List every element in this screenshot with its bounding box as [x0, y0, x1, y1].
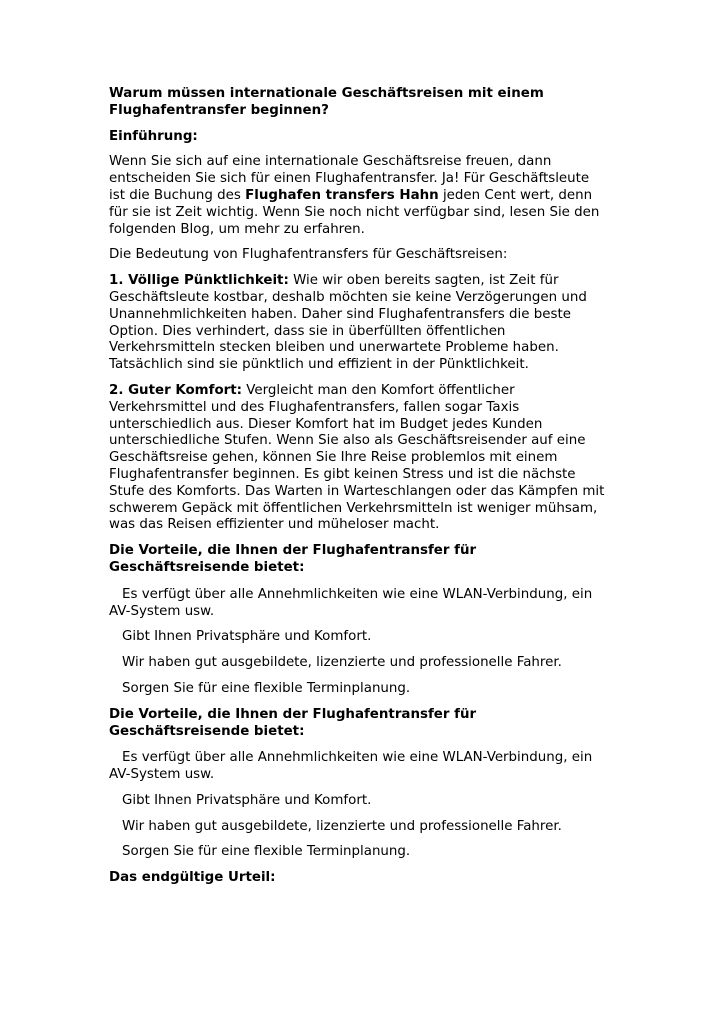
- point-2-text: Vergleicht man den Komfort öffentlicher Verkehrsmittel und des Flughafentransfers, fallen sogar Taxis unterschiedlich aus. Dieser Komfort hat im Budget jedes Kunden unterschiedliche Stufen. Wenn Sie also als Geschäftsreisender auf eine Geschäftsreise gehen, können Sie Ihre Reise problemlos mit einem Flughafentransfer beginnen. Es gibt keinen Stress und ist die nächste Stufe des Komforts. Das Warten in Warteschlangen oder das Kämpfen mit schwerem Gepäck mit öffentlichen Verkehrsmitteln ist weniger mühsam, was das Reisen effizienter und müheloser macht.: [109, 382, 605, 533]
- intro-text-end: jeden Cent wert, denn für sie ist Zeit wichtig. Wenn Sie noch nicht verfügbar sind, lesen Sie den folgenden Blog, um mehr zu erfahren.: [109, 187, 600, 237]
- intro-heading: Einführung:: [109, 128, 198, 144]
- benefit-1-item-1: Es verfügt über alle Annehmlichkeiten wie eine WLAN-Verbindung, ein AV-System usw.: [109, 586, 593, 619]
- benefit-1-item-4: Sorgen Sie für eine flexible Terminplanung.: [122, 680, 411, 696]
- significance-paragraph: Die Bedeutung von Flughafentransfers für Geschäftsreisen:: [109, 247, 508, 263]
- point-1-paragraph: [109, 273, 609, 374]
- benefit-2-item-1: Es verfügt über alle Annehmlichkeiten wie eine WLAN-Verbindung, ein AV-System usw.: [109, 750, 593, 783]
- benefit-1-item-2: Gibt Ihnen Privatsphäre und Komfort.: [122, 629, 372, 645]
- point-1-text: Wie wir oben bereits sagten, ist Zeit für Geschäftsleute kostbar, deshalb möchten sie keine Verzögerungen und Unannehmlichkeiten haben. Daher sind Flughafentransfers die beste Option. Dies verhindert, dass sie in überfüllten öffentlichen Verkehrsmitteln stecken bleiben und unerwartete Probleme haben. Tatsächlich sind sie pünktlich und effizient in der Pünktlichkeit.: [109, 273, 587, 373]
- benefit-2-item-4: Sorgen Sie für eine flexible Terminplanung.: [122, 844, 411, 860]
- intro-text-start: Wenn Sie sich auf eine internationale Geschäftsreise freuen, dann entscheiden Sie sich für einen Flughafentransfer. Ja! Für Geschäftsleute ist die Buchung des: [109, 154, 590, 203]
- benefits-heading-1: Die Vorteile, die Ihnen der Flughafentransfer für Geschäftsreisende bietet:: [109, 543, 477, 575]
- point-1-label: 1. Völlige Pünktlichkeit:: [109, 273, 289, 289]
- intro-bold-term: Flughafen transfers Hahn: [245, 187, 439, 203]
- intro-paragraph: [109, 154, 609, 238]
- benefits-heading-2: Die Vorteile, die Ihnen der Flughafentransfer für Geschäftsreisende bietet:: [109, 706, 477, 739]
- benefit-1-item-3: Wir haben gut ausgebildete, lizenzierte und professionelle Fahrer.: [122, 655, 562, 671]
- benefit-2-item-2: Gibt Ihnen Privatsphäre und Komfort.: [122, 792, 372, 808]
- point-2-label: 2. Guter Komfort:: [109, 382, 243, 398]
- article-title: Warum müssen internationale Geschäftsreisen mit einem Flughafentransfer beginnen?: [109, 86, 544, 118]
- benefit-2-item-3: Wir haben gut ausgebildete, lizenzierte und professionelle Fahrer.: [122, 818, 562, 834]
- document-page: [109, 86, 609, 896]
- verdict-heading: Das endgültige Urteil:: [109, 870, 276, 886]
- point-2-paragraph: [109, 383, 609, 534]
